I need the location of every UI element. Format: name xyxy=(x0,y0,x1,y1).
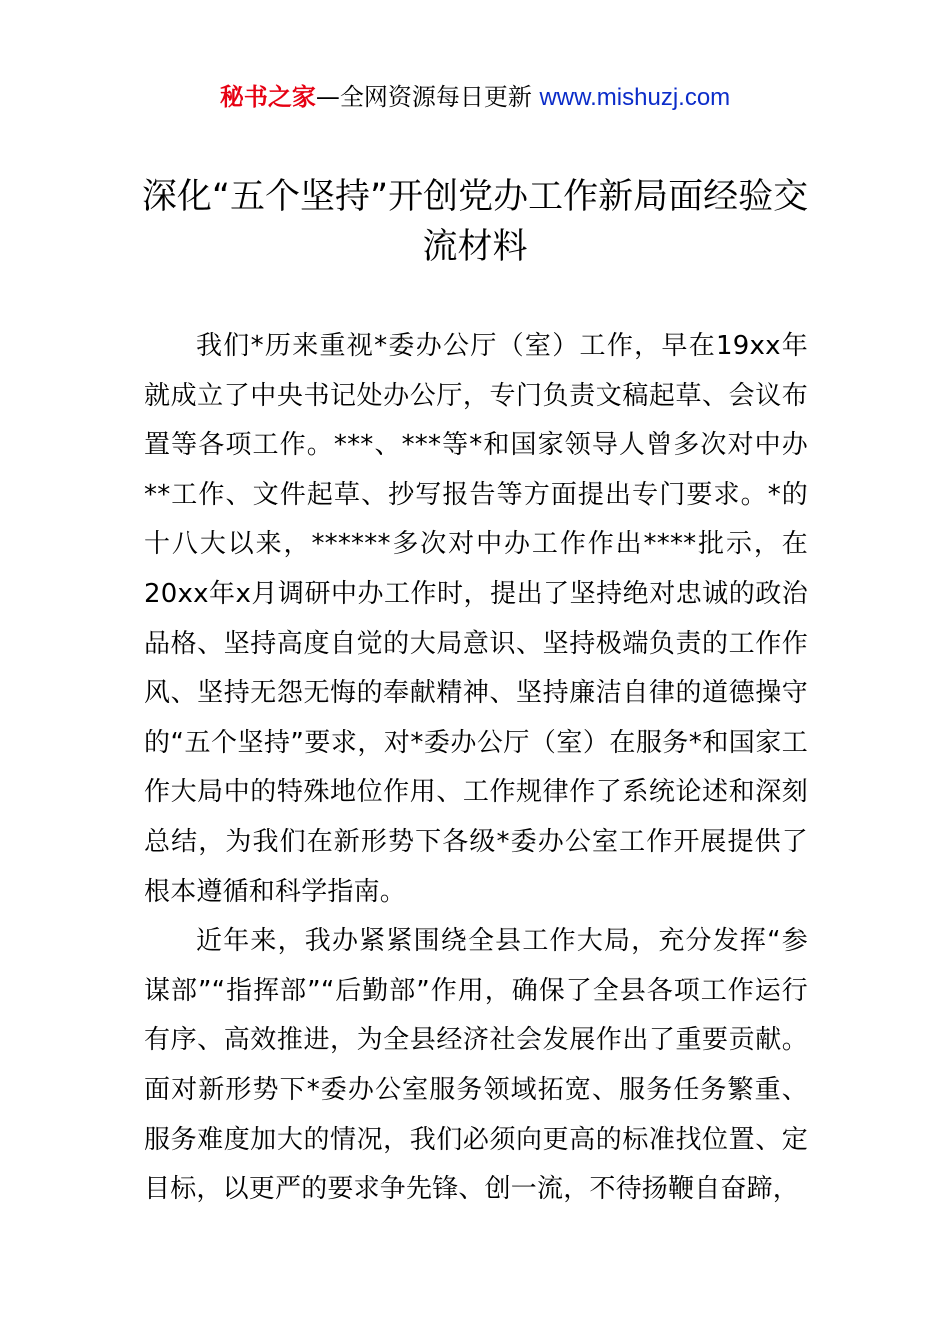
site-tagline: —全网资源每日更新 xyxy=(315,83,540,111)
document-body xyxy=(144,322,808,1215)
site-brand: 秘书之家 xyxy=(219,83,316,111)
paragraph: 近年来，我办紧紧围绕全县工作大局，充分发挥“参谋部”“指挥部”“后勤部”作用，确保了全县各项工作运行有序、高效推进，为全县经济社会发展作出了重要贡献。面对新形势下*委办公室服务领域拓宽、服务任务繁重、服务难度加大的情况，我们必须向更高的标准找位置、定目标，以更严的要求争先锋、创一流，不待扬鞭自奋蹄， xyxy=(144,926,808,1205)
site-header xyxy=(0,80,950,115)
site-url-link[interactable]: www.mishuzj.com xyxy=(539,84,731,111)
paragraph: 我们*历来重视*委办公厅（室）工作，早在19xx年就成立了中央书记处办公厅，专门负责文稿起草、会议布置等各项工作。***、***等*和国家领导人曾多次对中办**工作、文件起草、抄写报告等方面提出专门要求。*的十八大以来，******多次对中办工作作出****批示，在20xx年x月调研中办工作时，提出了坚持绝对忠诚的政治品格、坚持高度自觉的大局意识、坚持极端负责的工作作风、坚持无怨无悔的奉献精神、坚持廉洁自律的道德操守的“五个坚持”要求，对*委办公厅（室）在服务*和国家工作大局中的特殊地位作用、工作规律作了系统论述和深刻总结，为我们在新形势下各级*委办公室工作开展提供了根本遵循和科学指南。 xyxy=(144,331,808,907)
document-title: 深化“五个坚持”开创党办工作新局面经验交流材料 xyxy=(141,177,809,267)
